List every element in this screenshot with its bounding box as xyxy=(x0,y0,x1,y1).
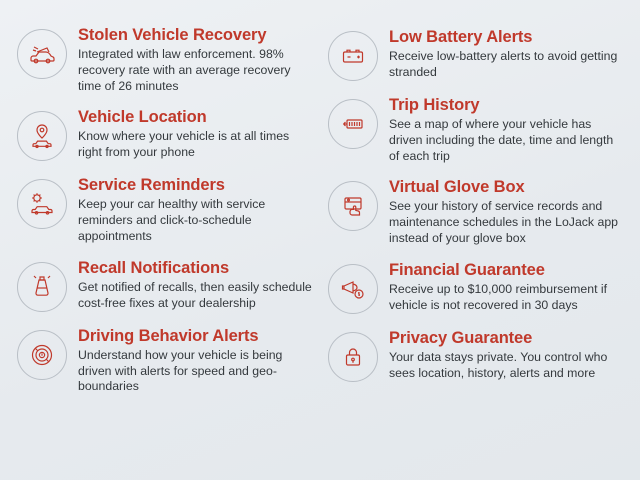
feature-text xyxy=(78,26,313,94)
feature-title: Stolen Vehicle Recovery xyxy=(78,26,267,44)
feature-description: Your data stays private. You control who sees location, history, alerts and more xyxy=(389,349,608,380)
feature-low-battery-alerts xyxy=(327,28,624,82)
feature-trip-history xyxy=(327,96,624,164)
feature-title: Recall Notifications xyxy=(78,258,230,277)
feature-title: Privacy Guarantee xyxy=(389,328,533,347)
feature-text xyxy=(78,176,313,244)
low-battery-alerts-icon xyxy=(328,31,378,81)
icon-wrap xyxy=(327,263,379,315)
feature-text xyxy=(389,261,624,314)
trip-history-icon xyxy=(328,99,378,149)
feature-title: Low Battery Alerts xyxy=(389,28,533,46)
service-reminders-icon xyxy=(17,179,67,229)
feature-title: Financial Guarantee xyxy=(389,260,545,279)
feature-text xyxy=(389,178,624,246)
feature-column-right xyxy=(327,26,624,470)
feature-text xyxy=(78,259,313,312)
feature-recall-notifications xyxy=(16,259,313,313)
feature-text xyxy=(389,329,624,382)
feature-text xyxy=(389,28,624,81)
feature-stolen-vehicle-recovery xyxy=(16,26,313,94)
feature-description: Get notified of recalls, then easily schedule cost-free fixes at your dealership xyxy=(78,279,312,310)
feature-privacy-guarantee xyxy=(327,329,624,383)
feature-virtual-glove-box xyxy=(327,178,624,246)
feature-description: See a map of where your vehicle has driven including the date, time and length of each trip xyxy=(389,117,614,163)
feature-title: Trip History xyxy=(389,96,480,114)
feature-description: Receive up to $10,000 reimbursement if vehicle is not recovered in 30 days xyxy=(389,281,608,312)
recall-notifications-icon xyxy=(17,262,67,312)
icon-wrap xyxy=(16,28,68,80)
feature-description: Understand how your vehicle is being driven with alerts for speed and geo-boundaries xyxy=(78,347,283,394)
feature-service-reminders xyxy=(16,176,313,244)
financial-guarantee-icon xyxy=(328,264,378,314)
feature-text xyxy=(78,108,313,161)
icon-wrap xyxy=(327,98,379,150)
feature-title: Service Reminders xyxy=(78,176,225,195)
feature-vehicle-location xyxy=(16,108,313,162)
feature-driving-behavior-alerts xyxy=(16,327,313,395)
feature-financial-guarantee xyxy=(327,261,624,315)
privacy-guarantee-icon xyxy=(328,332,378,382)
feature-title: Virtual Glove Box xyxy=(389,178,525,197)
feature-description: Receive low-battery alerts to avoid getting stranded xyxy=(389,49,618,79)
feature-title: Driving Behavior Alerts xyxy=(78,326,259,345)
feature-description: Integrated with law enforcement. 98% recovery rate with an average recovery time of 26 minutes xyxy=(78,47,291,93)
feature-column-left xyxy=(16,26,313,470)
icon-wrap xyxy=(16,178,68,230)
icon-wrap xyxy=(16,261,68,313)
feature-title: Vehicle Location xyxy=(78,108,207,127)
icon-wrap xyxy=(16,110,68,162)
feature-description: Know where your vehicle is at all times right from your phone xyxy=(78,129,290,160)
driving-behavior-alerts-icon xyxy=(17,330,67,380)
feature-text xyxy=(78,327,313,395)
icon-wrap xyxy=(327,331,379,383)
icon-wrap xyxy=(16,329,68,381)
stolen-vehicle-recovery-icon xyxy=(17,29,67,79)
feature-description: Keep your car healthy with service reminders and click-to-schedule appointments xyxy=(78,197,266,243)
feature-description: See your history of service records and maintenance schedules in the LoJack app instead of your glove box xyxy=(389,199,619,245)
vehicle-location-icon xyxy=(17,111,67,161)
feature-text xyxy=(389,96,624,164)
icon-wrap xyxy=(327,30,379,82)
icon-wrap xyxy=(327,180,379,232)
virtual-glove-box-icon xyxy=(328,181,378,231)
feature-columns xyxy=(16,26,624,470)
